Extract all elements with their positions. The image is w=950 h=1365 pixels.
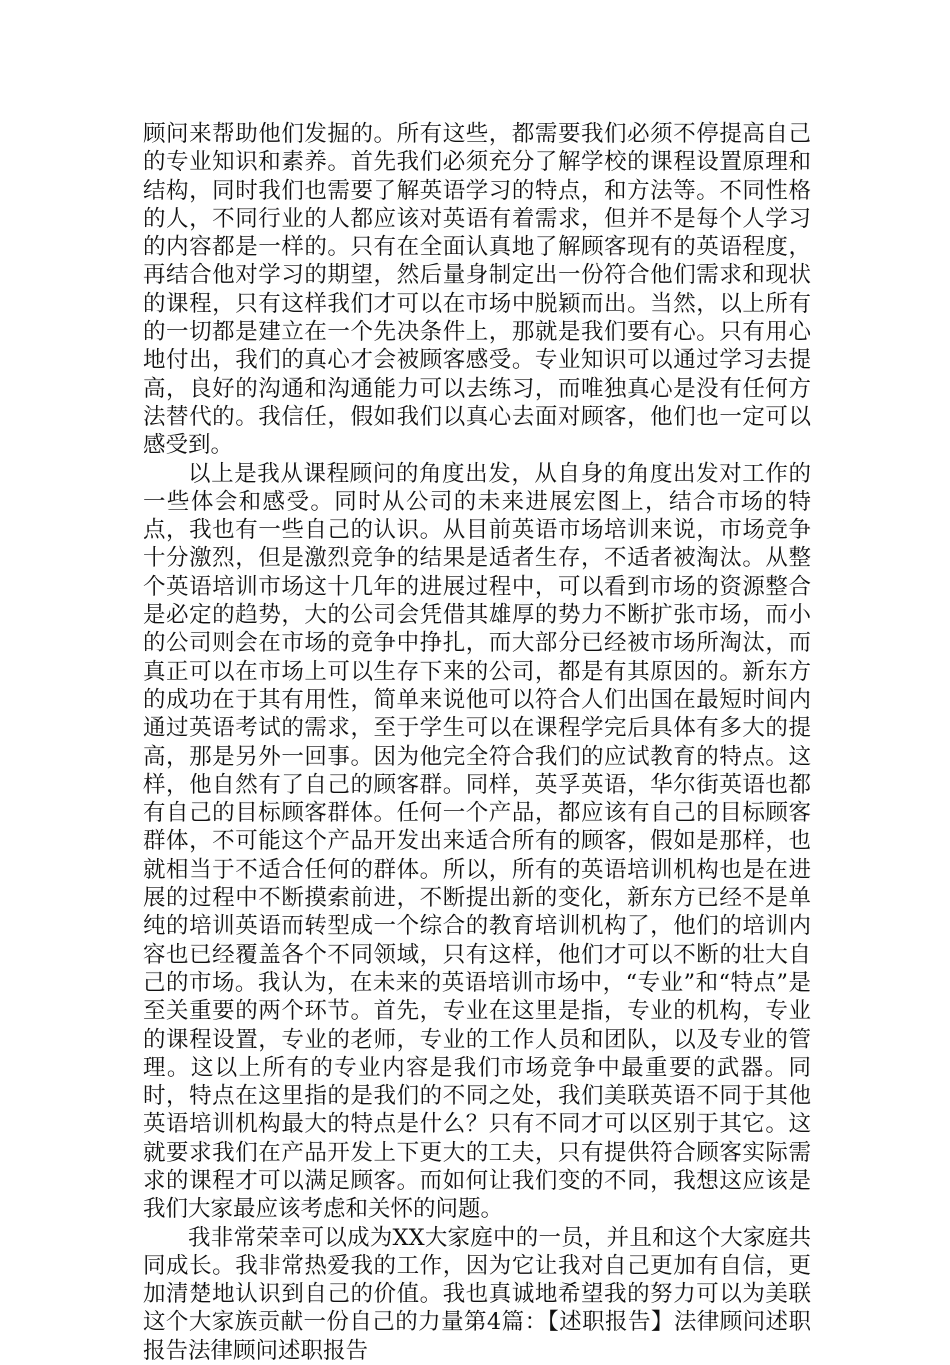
paragraph-1: 顾问来帮助他们发掘的。所有这些，都需要我们必须不停提高自己的专业知识和素养。首先我们必须充分了解学校的课程设置原理和结构，同时我们也需要了解英语学习的特点，和方法等。不同性格的人，不同行业的人都应该对英语有着需求，但并不是每个人学习的内容都是一样的。只有在全面认真地了解顾客现有的英语程度，再结合他对学习的期望，然后量身制定出一份符合他们需求和现状的课程，只有这样我们才可以在市场中脱颖而出。当然，以上所有的一切都是建立在一个先决条件上，那就是我们要有心。只有用心地付出，我们的真心才会被顾客感受。专业知识可以通过学习去提高，良好的沟通和沟通能力可以去练习，而唯独真心是没有任何方法替代的。我信任，假如我们以真心去面对顾客，他们也一定可以感受到。 [143, 121, 811, 459]
document-body [143, 120, 811, 1365]
paragraph-3: 我非常荣幸可以成为XX大家庭中的一员，并且和这个大家庭共同成长。我非常热爱我的工作，因为它让我对自己更加有自信，更加清楚地认识到自己的价值。我也真诚地希望我的努力可以为美联这个大家族贡献一份自己的力量第4篇：【述职报告】法律顾问述职报告法律顾问述职报告 [143, 1224, 811, 1364]
paragraph-2: 以上是我从课程顾问的角度出发，从自身的角度出发对工作的一些体会和感受。同时从公司的未来进展宏图上，结合市场的特点，我也有一些自己的认识。从目前英语市场培训来说，市场竞争十分激烈，但是激烈竞争的结果是适者生存，不适者被淘汰。从整个英语培训市场这十几年的进展过程中，可以看到市场的资源整合是必定的趋势，大的公司会凭借其雄厚的势力不断扩张市场，而小的公司则会在市场的竞争中挣扎，而大部分已经被市场所淘汰，而真正可以在市场上可以生存下来的公司，都是有其原因的。新东方的成功在于其有用性，简单来说他可以符合人们出国在最短时间内通过英语考试的需求，至于学生可以在课程学完后具体有多大的提高，那是另外一回事。因为他完全符合我们的应试教育的特点。这样，他自然有了自己的顾客群。同样，英孚英语，华尔街英语也都有自己的目标顾客群体。任何一个产品，都应该有自己的目标顾客群体，不可能这个产品开发出来适合所有的顾客，假如是那样，也就相当于不适合任何的群体。所以，所有的英语培训机构也是在进展的过程中不断摸索前进，不断提出新的变化，新东方已经不是单纯的培训英语而转型成一个综合的教育培训机构了，他们的培训内容也已经覆盖各个不同领域，只有这样，他们才可以不断的壮大自己的市场。我认为，在未来的英语培训市场中，“专业”和“特点”是至关重要的两个环节。首先，专业在这里是指，专业的机构，专业的课程设置，专业的老师，专业的工作人员和团队，以及专业的管理。这以上所有的专业内容是我们市场竞争中最重要的武器。同时，特点在这里指的是我们的不同之处，我们美联英语不同于其他英语培训机构最大的特点是什么？只有不同才可以区别于其它。这就要求我们在产品开发上下更大的工夫，只有提供符合顾客实际需求的课程才可以满足顾客。而如何让我们变的不同，我想这应该是我们大家最应该考虑和关怀的问题。 [143, 460, 811, 1223]
